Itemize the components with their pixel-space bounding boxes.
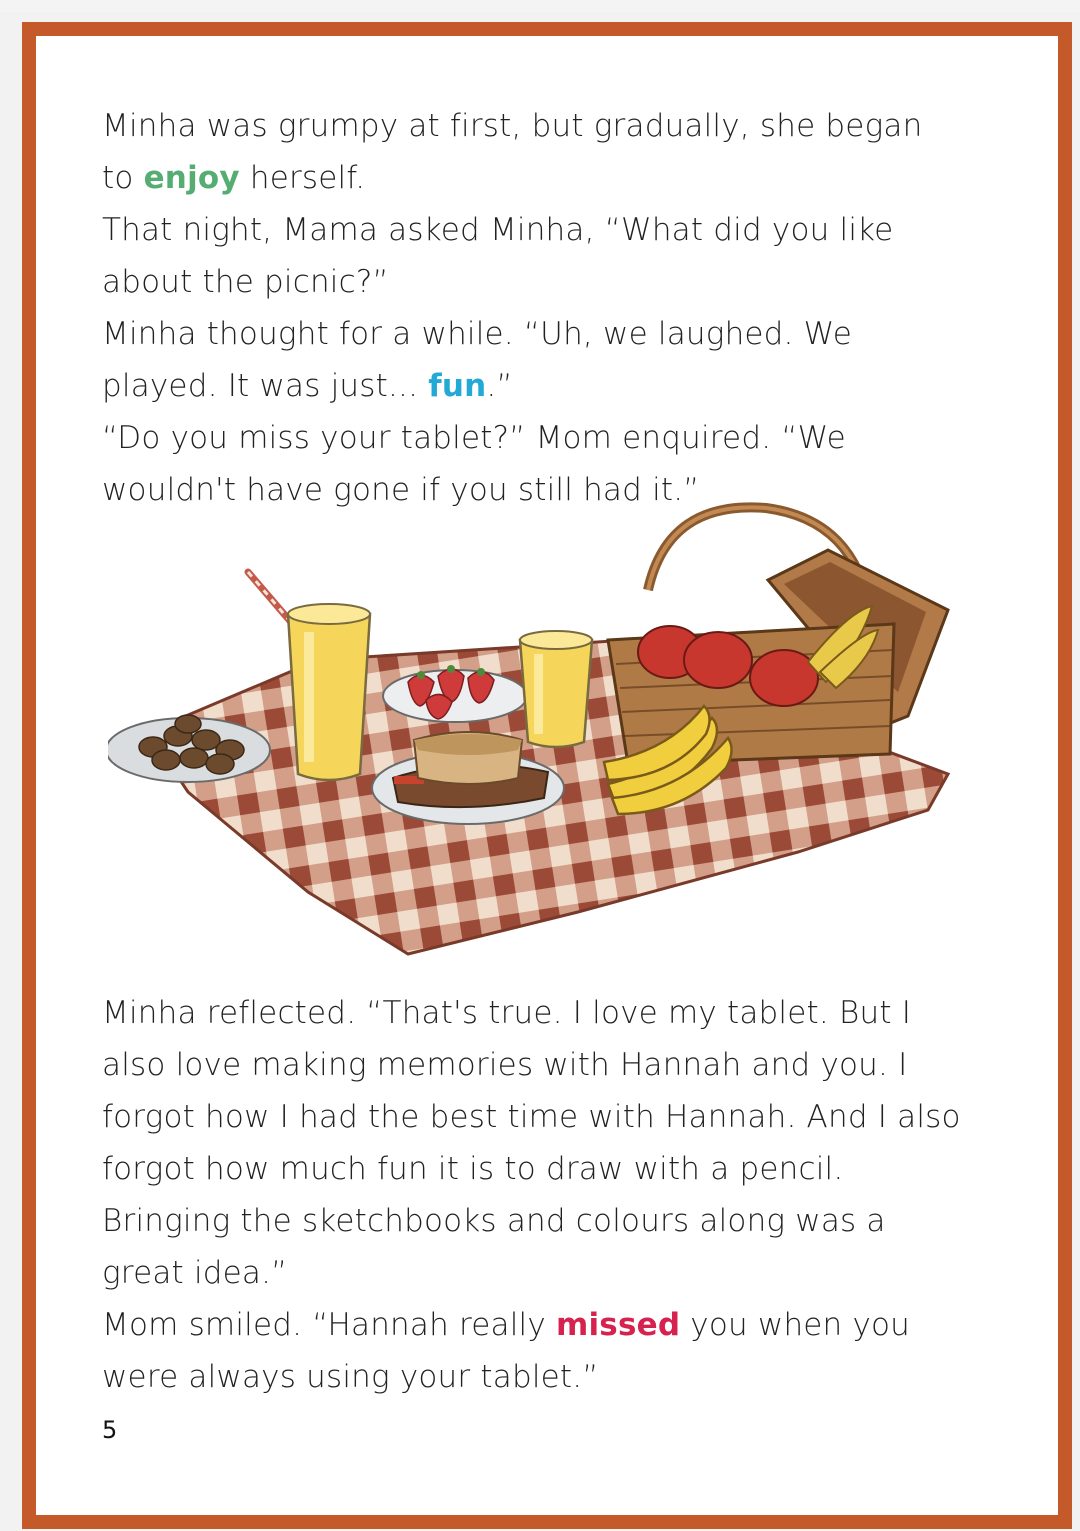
picnic-basket bbox=[608, 507, 948, 764]
paragraph-6: Mom smiled. “Hannah really missed you when you were always using your tablet.” bbox=[102, 1307, 911, 1395]
vocab-word-missed: missed bbox=[555, 1307, 681, 1343]
paragraph-1: Minha was grumpy at first, but gradually, she began to enjoy herself. bbox=[102, 108, 923, 196]
paragraph-4: “Do you miss your tablet?” Mom enquired. “We wouldn't have gone if you still had it.” bbox=[102, 420, 846, 508]
vocab-word-fun: fun bbox=[428, 368, 487, 404]
paragraph-2: That night, Mama asked Minha, “What did you like about the picnic?” bbox=[102, 212, 894, 300]
juice-glass bbox=[520, 631, 592, 747]
picnic-illustration bbox=[108, 492, 958, 962]
paragraph-5: Minha reflected. “That's true. I love my tablet. But I also love making memories with Hannah and you. I forgot how I had the best time with Hannah. And I also forgot how much fun it is to draw with a pencil. Bringing the sketchbooks and colours along was a great idea.” bbox=[102, 995, 961, 1291]
vocab-word-enjoy: enjoy bbox=[143, 160, 240, 196]
story-text-top bbox=[102, 100, 962, 516]
page-number: 5 bbox=[102, 1416, 118, 1444]
story-text-bottom bbox=[102, 987, 962, 1403]
top-strip bbox=[0, 0, 1080, 12]
paragraph-3: Minha thought for a while. “Uh, we laughed. We played. It was just... fun.” bbox=[102, 316, 852, 404]
